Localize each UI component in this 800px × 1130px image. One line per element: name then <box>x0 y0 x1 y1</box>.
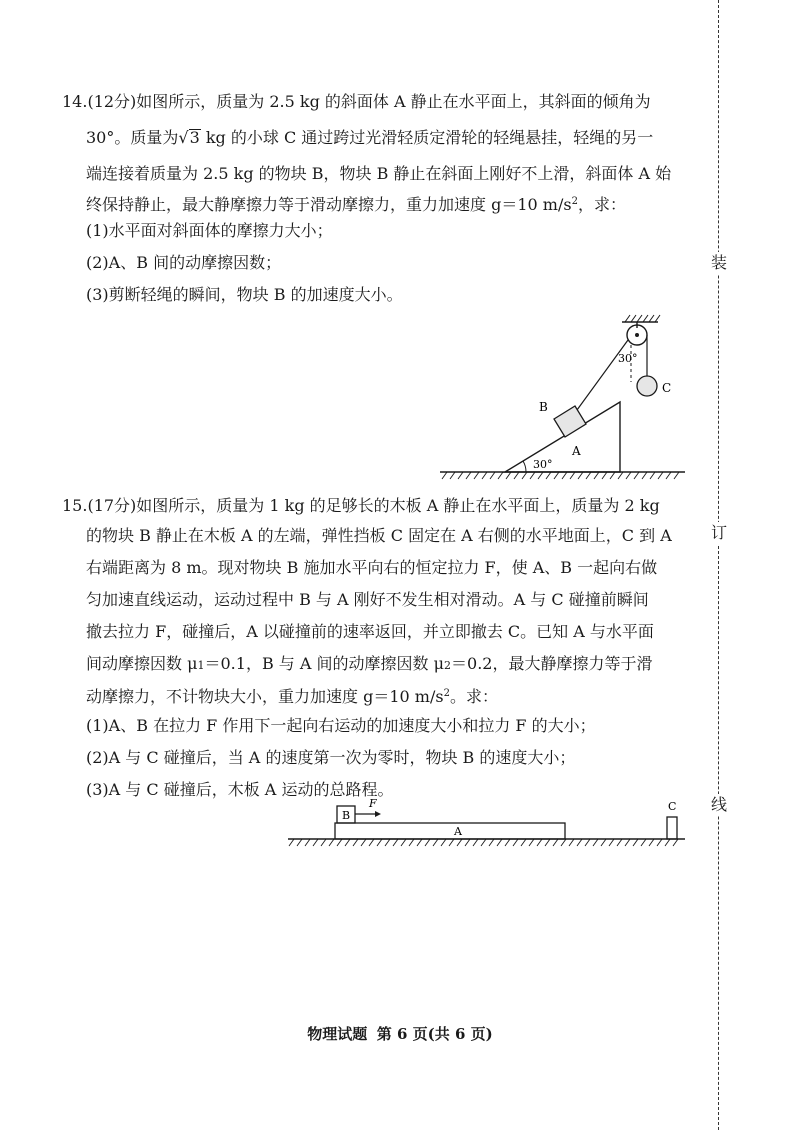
p15-line-6 <box>86 654 652 676</box>
block-b <box>554 406 586 437</box>
p15-line-7-a: 动摩擦力，不计物块大小，重力加速度 g＝10 m/s <box>86 687 444 706</box>
footer-subject: 物理试题 <box>307 1025 368 1043</box>
subscript-mu1: 1 <box>197 659 205 672</box>
label-incline-a: A <box>572 444 581 458</box>
page-footer <box>0 1023 800 1044</box>
p15-line-7-b: 。求： <box>449 687 498 706</box>
p14-line-2 <box>86 128 653 148</box>
subscript-mu2: 2 <box>444 659 452 672</box>
p15-line-3: 右端距离为 8 m。现对物块 B 施加水平向右的恒定拉力 F，使 A、B 一起向右做 <box>86 558 658 577</box>
p14-question-3: (3)剪断轻绳的瞬间，物块 B 的加速度大小。 <box>86 285 403 304</box>
label-board-a: A <box>454 825 462 838</box>
p14-question-2: (2)A、B 间的动摩擦因数； <box>86 253 282 272</box>
p14-line-2-b: kg 的小球 C 通过跨过光滑轻质定滑轮的轻绳悬挂，轻绳的另一 <box>200 128 654 147</box>
ground-hatching <box>289 839 678 846</box>
ball-c-icon <box>637 376 657 396</box>
p15-question-2: (2)A 与 C 碰撞后，当 A 的速度第一次为零时，物块 B 的速度大小； <box>86 748 576 767</box>
p15-line-2: 的物块 B 静止在木板 A 的左端，弹性挡板 C 固定在 A 右侧的水平地面上，C 到 A <box>86 526 672 545</box>
label-rope-angle: 30° <box>618 352 638 365</box>
barrier-c <box>667 817 677 839</box>
p14-line-4-a: 终保持静止，最大静摩擦力等于滑动摩擦力，重力加速度 g＝10 m/s <box>86 195 572 214</box>
p15-question-1: (1)A、B 在拉力 F 作用下一起向右运动的加速度大小和拉力 F 的大小； <box>86 716 596 735</box>
p15-question-3: (3)A 与 C 碰撞后，木板 A 运动的总路程。 <box>86 780 394 799</box>
margin-char-ding: 订 <box>710 523 727 542</box>
p14-line-4 <box>86 192 626 215</box>
label-barrier-c: C <box>668 800 677 813</box>
label-incline-angle: 30° <box>533 458 553 471</box>
footer-page-number: 第 6 页(共 6 页) <box>376 1025 493 1043</box>
p15-line-6-c: ＝0.2，最大静摩擦力等于滑 <box>451 654 653 673</box>
p14-line-4-b: ，求： <box>577 195 626 214</box>
p15-line-6-a: 间动摩擦因数 μ <box>86 654 198 673</box>
superscript-2: 2 <box>571 196 578 207</box>
superscript-2: 2 <box>443 688 450 699</box>
label-ball-c: C <box>662 381 672 395</box>
board-block-figure <box>285 795 690 857</box>
margin-char-zhuang: 装 <box>710 253 727 272</box>
p15-line-6-b: ＝0.1，B 与 A 间的动摩擦因数 μ <box>204 654 445 673</box>
binding-dashed-line <box>718 0 719 1130</box>
p15-line-4: 匀加速直线运动，运动过程中 B 与 A 刚好不发生相对滑动。A 与 C 碰撞前瞬间 <box>86 590 649 609</box>
p14-line-1: 14.(12分)如图所示，质量为 2.5 kg 的斜面体 A 静止在水平面上，其斜面的倾角为 <box>62 92 651 111</box>
sqrt-expression: √3 <box>178 128 200 147</box>
ground-hatching <box>442 472 679 479</box>
label-force-f: F <box>369 797 377 810</box>
incline-a <box>505 402 620 472</box>
p14-line-2-a: 30°。质量为 <box>86 128 179 147</box>
p15-line-5: 撤去拉力 F，碰撞后，A 以碰撞前的速率返回，并立即撤去 C。已知 A 与水平面 <box>86 622 654 641</box>
label-block-b: B <box>342 809 351 822</box>
board-a <box>335 823 565 839</box>
label-block-b: B <box>539 400 548 414</box>
p15-line-1: 15.(17分)如图所示，质量为 1 kg 的足够长的木板 A 静止在水平面上，质量为 2 kg <box>62 496 660 515</box>
p15-line-7 <box>86 684 498 707</box>
arrow-right-icon <box>375 811 381 817</box>
sqrt-radicand: 3 <box>189 128 200 147</box>
margin-char-xian: 线 <box>710 795 727 814</box>
p14-question-1: (1)水平面对斜面体的摩擦力大小； <box>86 221 333 240</box>
p14-line-3: 端连接着质量为 2.5 kg 的物块 B，物块 B 静止在斜面上刚好不上滑，斜面体 A 始 <box>86 164 672 183</box>
incline-pulley-figure <box>430 300 690 485</box>
